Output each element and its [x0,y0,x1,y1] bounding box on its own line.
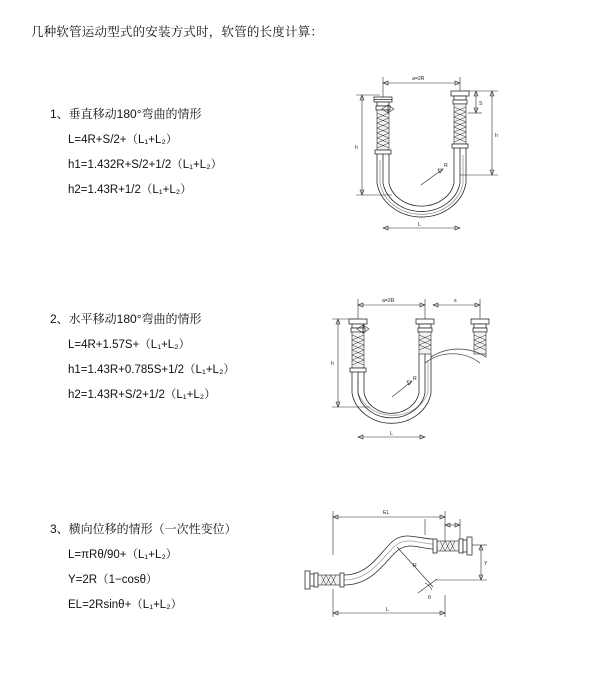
flange-middle [416,319,434,354]
section-1-text [50,105,300,197]
svg-text:a=2R: a=2R [412,76,425,82]
flange-left [305,571,344,589]
dim-angle-theta [397,547,437,601]
dim-bottom-l [383,222,460,230]
svg-text:h: h [495,133,498,139]
section-2-text [50,310,300,402]
flange-right [471,319,489,354]
section-1-heading: 1、垂直移动180°弯曲的情形 [50,107,202,121]
intro-text: 几种软管运动型式的安装方式时，软管的长度计算： [31,25,324,39]
svg-text:R: R [444,163,448,169]
section-2-formula-1: L=4R+1.57S+（L₁+L₂） [68,339,191,351]
hose-s-curve [344,536,433,585]
section-3-formula-3: EL=2Rsinθ+（L₁+L₂） [68,599,183,611]
section-2-heading: 2、水平移动180°弯曲的情形 [50,312,202,326]
dim-radius-r [421,163,448,185]
svg-text:θ: θ [428,595,431,601]
section-2-formula-2: h1=1.43R+0.785S+1/2（L₁+L₂） [68,364,235,376]
dim-bottom-l [358,431,425,439]
section-3-formula-2: Y=2R（1−cosθ） [68,574,158,586]
svg-text:h: h [331,361,334,367]
section-3-formula-1: L=πRθ/90+（L₁+L₂） [68,549,178,561]
hose-u-bend [352,349,486,423]
svg-text:h: h [355,145,358,151]
section-1-formula-1: L=4R+S/2+（L₁+L₂） [68,134,178,146]
flange-right-top [451,91,469,104]
section-1-formula-2: h1=1.432R+S/2+1/2（L₁+L₂） [68,159,223,171]
hose-left-vertical [375,110,391,154]
hose-right-vertical [452,104,468,148]
svg-text:R: R [413,563,417,569]
svg-text:L: L [390,431,393,437]
svg-text:EL: EL [383,510,390,516]
dim-top-a-2r [383,76,460,109]
flange-left [349,319,367,332]
svg-text:R: R [413,376,417,382]
svg-text:L: L [386,607,389,613]
svg-text:s: s [454,298,457,304]
svg-text:a=2R: a=2R [382,298,395,304]
figure-horizontal-180-bend [300,285,510,465]
hose-u-bend [377,148,466,217]
figure-lateral-offset [285,495,505,635]
section-2-formula-3: h2=1.43R+S/2+1/2（L₁+L₂） [68,389,216,401]
section-1-formula-3: h2=1.43R+1/2（L₁+L₂） [68,184,192,196]
hose-left-vertical [350,332,366,372]
figure-vertical-180-bend [300,65,510,265]
flange-right [433,537,472,555]
section-3-heading: 3、横向位移的情形（一次性变位） [50,522,237,536]
section-3-text [50,520,300,612]
dim-bottom-l [333,589,445,617]
svg-text:L: L [418,222,421,228]
svg-text:Y: Y [484,561,488,567]
svg-text:S: S [479,101,483,107]
dim-radius-r [392,376,417,397]
